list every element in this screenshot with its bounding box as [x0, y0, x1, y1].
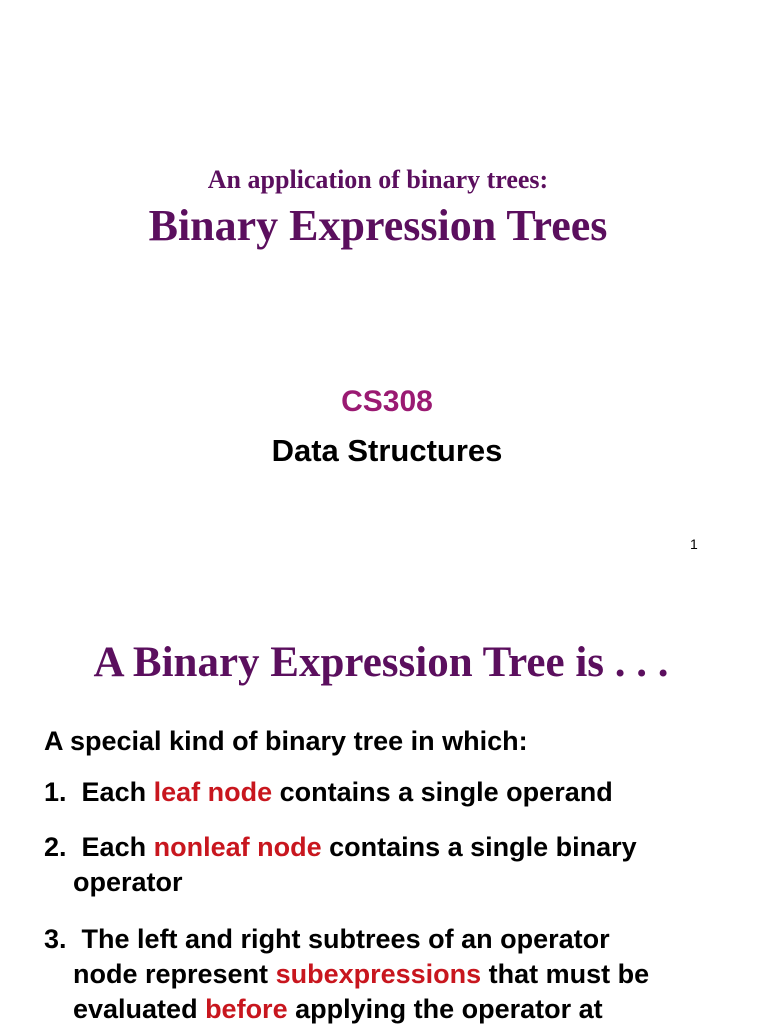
item-text: The left and right subtrees of an operator: [81, 924, 610, 954]
highlight-term: subexpressions: [275, 959, 482, 989]
highlight-term: leaf node: [153, 777, 273, 807]
item-text: Each: [81, 832, 154, 862]
item-text: applying the operator at: [287, 994, 603, 1024]
item-text: contains a single operand: [272, 777, 613, 807]
highlight-term: nonleaf node: [153, 832, 322, 862]
list-item: [44, 830, 744, 900]
definition-slide: [0, 576, 768, 1024]
item-number: 1.: [44, 777, 67, 807]
highlight-term: before: [205, 994, 288, 1024]
slide-title: A Binary Expression Tree is . . .: [93, 639, 669, 686]
item-text: that must be: [481, 959, 650, 989]
item-text: contains a single binary: [321, 832, 637, 862]
item-number: 3.: [44, 924, 67, 954]
item-continuation: [44, 992, 744, 1024]
course-name: Data Structures: [271, 433, 503, 468]
item-text: node represent: [73, 959, 276, 989]
intro-text: A special kind of binary tree in which:: [44, 726, 528, 756]
list-item: [44, 922, 744, 1024]
item-continuation: [44, 957, 744, 992]
course-code: CS308: [341, 385, 433, 418]
item-text: Each: [81, 777, 154, 807]
slide-subtitle: An application of binary trees:: [207, 165, 549, 194]
list-item: [44, 775, 744, 810]
page-number: 1: [690, 536, 698, 552]
item-continuation: operator: [73, 867, 183, 897]
item-number: 2.: [44, 832, 67, 862]
slide-title: Binary Expression Trees: [148, 201, 608, 250]
item-text: evaluated: [73, 994, 206, 1024]
